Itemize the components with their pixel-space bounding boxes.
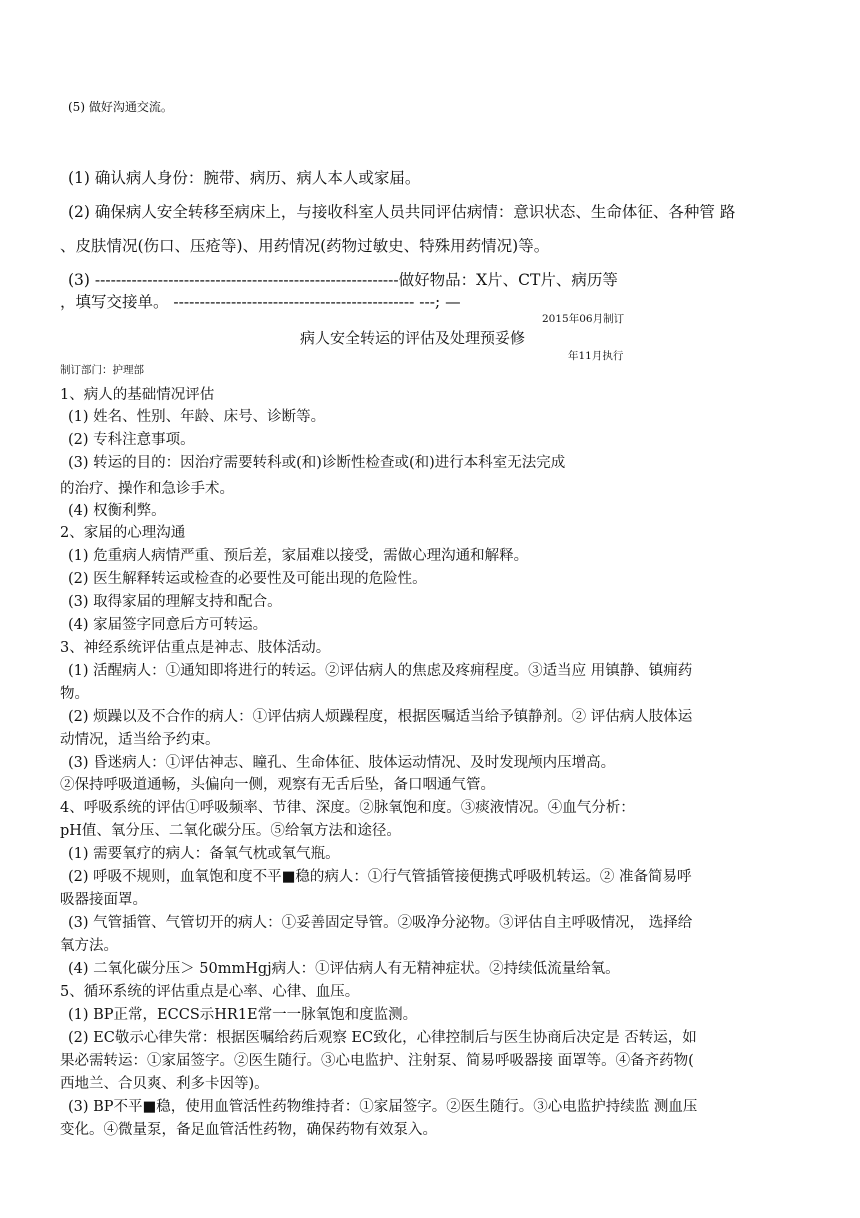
list-item: (2) 呼吸不规则，血氧饱和度不平■稳的病人：①行气管插管接便携式呼吸机转运。② 准备简易呼 [68,869,692,885]
list-item-continuation: 西地兰、合贝爽、利多卡因等)。 [60,1076,269,1092]
page-title: 病人安全转运的评估及处理预妥修 [300,329,526,347]
list-item-continuation: 吸器接面罩。 [60,892,147,908]
list-item: (2) EC敬示心律失常：根据医嘱给药后观察 EC致化，心律控制后与医生协商后决定是 否转运，如 [68,1030,697,1046]
section-2-heading: 2、家届的心理沟通 [60,525,186,541]
section-4-heading: 4、呼吸系统的评估①呼吸频率、节律、深度。②脉氧饱和度。③痰液情况。④血气分析： [60,800,635,816]
list-item-continuation: 的治疗、操作和急诊手术。 [60,481,234,497]
list-item: (3) BP不平■稳，使用血管活性药物维持者：①家届签字。②医生随行。③心电监护持续监 测血压 [68,1099,698,1115]
paragraph-1: (1) 确认病人身份：腕带、病历、病人本人或家届。 [68,169,421,187]
date-made: 2015年06月制订 [542,313,625,325]
list-item-continuation: 氧方法。 [60,938,118,954]
list-item: (1) 活醒病人：①通知即将进行的转运。②评估病人的焦虑及疼痈程度。③适当应 用镇静、镇痈药 [68,663,693,679]
list-item: (4) 家届签字同意后方可转运。 [68,617,268,633]
list-item: (2) 医生解释转运或检查的必要性及可能出现的危险性。 [68,571,427,587]
list-item: (4) 二氧化碳分压＞ 50mmHgj病人：①评估病人有无精神症状。②持续低流量给氧。 [68,961,620,977]
list-item-continuation: 物。 [60,686,89,702]
list-item: (1) 姓名、性别、年龄、床号、诊断等。 [68,409,326,425]
list-item: (3) 昏迷病人：①评估神志、瞳孔、生命体征、肢体运动情况、及时发现颅内压增高。 [68,755,616,771]
list-item: (2) 烦躁以及不合作的病人：①评估病人烦躁程度，根据医嘱适当给予镇静剂。② 评估病人肢体运 [68,709,693,725]
list-item: (3) 取得家届的理解支持和配合。 [68,594,282,610]
list-item: (3) 气管插管、气管切开的病人：①妥善固定导管。②吸净分泌物。③评估自主呼吸情况， 选择给 [68,915,693,931]
paragraph-3-line-2: ，填写交接单。 ---------------------------------------------- ---; — [60,293,461,311]
department: 制订部门：护理部 [60,364,144,376]
date-exec: 年11月执行 [568,350,624,362]
section-3-heading: 3、神经系统评估重点是神志、肢体活动。 [60,640,331,656]
list-item: (1) BP正常，ECCS示HR1E常一一脉氧饱和度监测。 [68,1007,418,1023]
list-item: (3) 转运的目的：因治疗需要转科或(和)诊断性检查或(和)进行本科室无法完成 [68,455,566,471]
list-item-continuation: 变化。④微量泵，备足血管活性药物，确保药物有效泵入。 [60,1122,437,1138]
list-item-continuation: 果必需转运：①家届签字。②医生随行。③心电监护、注射泵、简易呼吸器接 面罩等。④备齐药物( [60,1053,694,1069]
list-item-continuation: ②保持呼吸道通畅，头偏向一侧，观察有无舌后坠，备口咽通气管。 [60,777,495,793]
list-item-continuation: 动情况，适当给予约束。 [60,732,220,748]
list-item: (2) 专科注意事项。 [68,432,195,448]
list-item: (1) 需要氧疗的病人：备氧气枕或氧气瓶。 [68,846,340,862]
section-4-heading-cont: pH值、氧分压、二氧化碳分压。⑤给氧方法和途径。 [60,823,401,839]
paragraph-3-line-1: (3) ----------------------------------------------------------做好物品：X片、CT片、病历等 [68,271,618,289]
item-5: (5) 做好沟通交流。 [68,100,173,114]
section-5-heading: 5、循环系统的评估重点是心率、心律、血压。 [60,984,360,1000]
paragraph-2-line-1: (2) 确保病人安全转移至病床上，与接收科室人员共同评估病情：意识状态、生命体征、各种管 路 [68,203,736,221]
paragraph-2-line-2: 、皮肤情况(伤口、压疮等)、用药情况(药物过敏史、特殊用药情况)等。 [60,237,550,255]
list-item: (4) 权衡利弊。 [68,503,166,519]
list-item: (1) 危重病人病情严重、预后差，家届难以接受，需做心理沟通和解释。 [68,548,529,564]
section-1-heading: 1、病人的基础情况评估 [60,387,215,403]
